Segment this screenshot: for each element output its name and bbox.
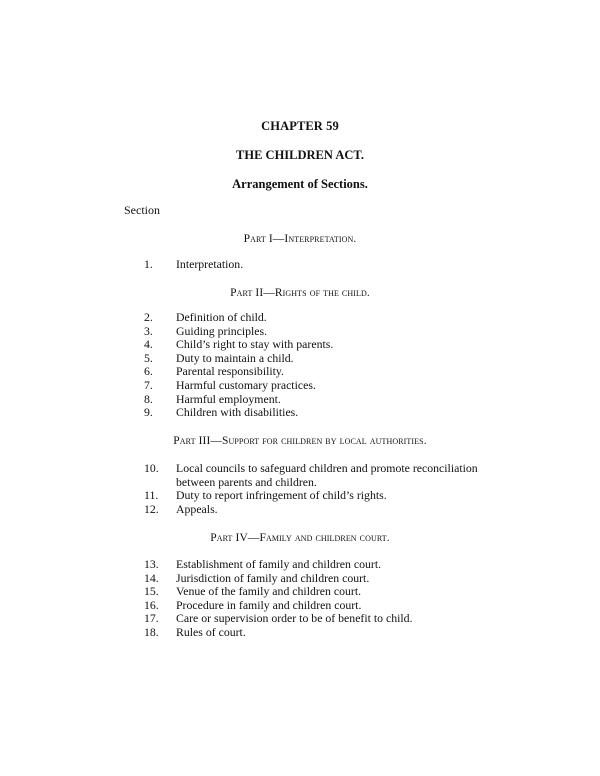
section-entry	[0, 626, 600, 640]
section-entry	[0, 393, 600, 407]
section-number: 15.	[144, 584, 159, 599]
part-4-section-list	[0, 558, 600, 640]
section-title: Jurisdiction of family and children court.	[176, 570, 370, 585]
section-title: Parental responsibility.	[176, 364, 285, 379]
act-title: THE CHILDREN ACT.	[236, 148, 364, 162]
section-entry	[0, 365, 600, 379]
part-3-section-list	[0, 462, 600, 516]
section-number: 7.	[144, 377, 153, 392]
part-heading-1: Part I—Interpretation.	[243, 233, 357, 245]
section-entry	[0, 258, 600, 272]
chapter-heading: CHAPTER 59	[261, 119, 339, 133]
part-heading-4: Part IV—Family and children court.	[210, 532, 390, 544]
section-title: Guiding principles.	[176, 323, 268, 338]
section-entry	[0, 503, 600, 517]
section-number: 14.	[144, 570, 159, 585]
section-entry	[0, 338, 600, 352]
section-number: 6.	[144, 364, 153, 379]
section-number: 9.	[144, 405, 153, 420]
part-2-section-list	[0, 311, 600, 420]
section-entry	[0, 406, 600, 420]
section-title: Appeals.	[176, 501, 218, 516]
section-title: Venue of the family and children court.	[176, 584, 362, 599]
part-1-section-list	[0, 258, 600, 272]
section-number: 1.	[144, 257, 153, 271]
section-entry	[0, 572, 600, 586]
section-number: 17.	[144, 611, 159, 626]
section-title: Interpretation.	[176, 257, 244, 271]
section-entry	[0, 311, 600, 325]
section-number: 13.	[144, 557, 159, 571]
section-title: Establishment of family and children court.	[176, 557, 382, 571]
section-number: 18.	[144, 624, 159, 639]
section-number: 10.	[144, 461, 159, 475]
section-title: Harmful customary practices.	[176, 377, 316, 392]
section-entry	[0, 379, 600, 393]
section-title: Duty to report infringement of child’s rights.	[176, 488, 387, 503]
section-entry	[0, 352, 600, 366]
section-entry	[0, 462, 600, 489]
part-heading-3: Part III—Support for children by local authorities.	[173, 435, 427, 447]
section-number: 5.	[144, 350, 153, 365]
section-number: 12.	[144, 501, 159, 516]
section-number: 16.	[144, 597, 159, 612]
section-title: Definition of child.	[176, 310, 267, 324]
section-entry	[0, 599, 600, 613]
section-number: 11.	[144, 488, 159, 503]
section-entry	[0, 489, 600, 503]
section-title: Children with disabilities.	[176, 405, 299, 420]
section-number: 3.	[144, 323, 153, 338]
section-title: Rules of court.	[176, 624, 246, 639]
section-title-continued: between parents and children.	[176, 474, 317, 489]
section-number: 2.	[144, 310, 153, 324]
section-entry	[0, 558, 600, 572]
section-column-label: Section	[124, 203, 160, 217]
section-title: Care or supervision order to be of benefit to child.	[176, 611, 413, 626]
section-title: Local councils to safeguard children and promote reconciliation	[176, 461, 478, 475]
section-title: Procedure in family and children court.	[176, 597, 362, 612]
section-entry	[0, 325, 600, 339]
section-title: Harmful employment.	[176, 391, 281, 406]
section-title: Child’s right to stay with parents.	[176, 337, 334, 352]
arrangement-heading: Arrangement of Sections.	[232, 177, 368, 191]
section-entry	[0, 612, 600, 626]
section-number: 8.	[144, 391, 153, 406]
section-entry	[0, 585, 600, 599]
section-number: 4.	[144, 337, 153, 352]
section-title: Duty to maintain a child.	[176, 350, 294, 365]
part-heading-2: Part II—Rights of the child.	[230, 287, 370, 299]
